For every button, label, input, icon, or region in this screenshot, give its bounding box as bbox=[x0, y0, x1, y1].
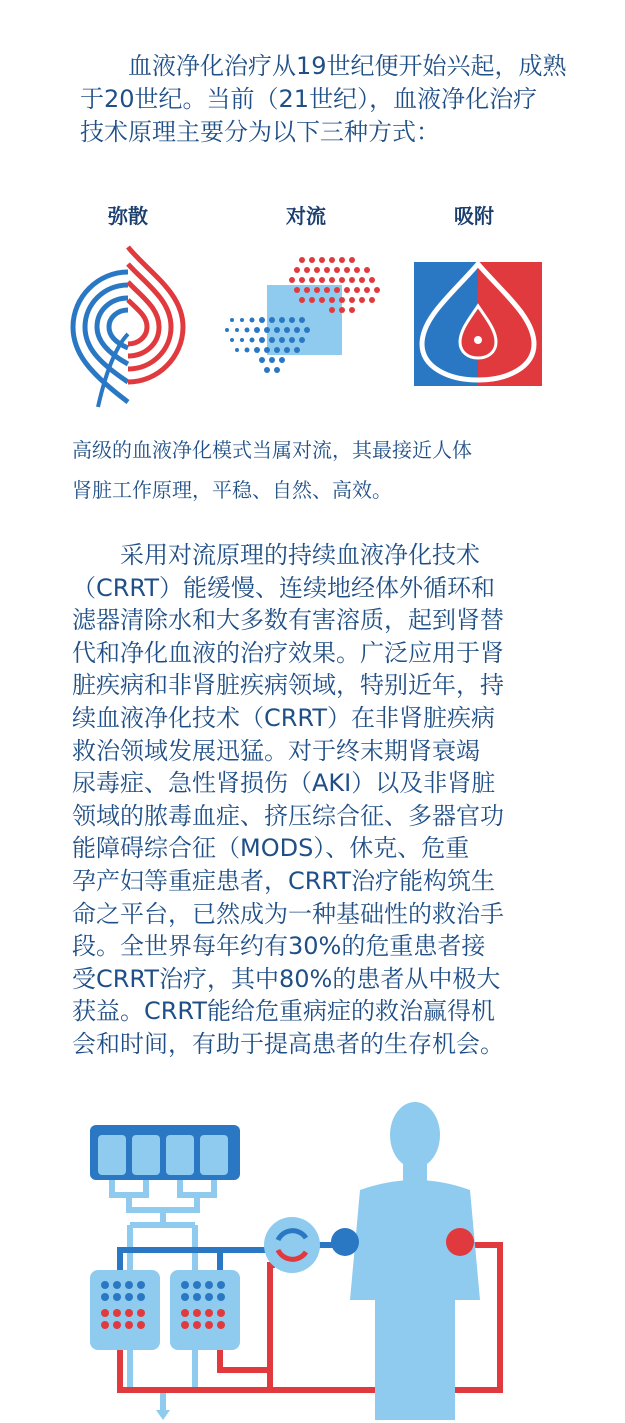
body-line: 段。全世界每年约有30%的危重患者接 bbox=[72, 932, 486, 961]
highlight-paragraph bbox=[72, 430, 592, 510]
body-line: 会和时间，有助于提高患者的生存机会。 bbox=[72, 1029, 504, 1058]
crrt-paragraph bbox=[72, 539, 582, 1061]
body-line: 命之平台，已然成为一种基础性的救治手 bbox=[72, 899, 504, 928]
crrt-circuit-illustration bbox=[60, 1100, 550, 1420]
highlight-line: 高级的血液净化模式当属对流，其最接近人体 bbox=[72, 438, 472, 462]
intro-line: 血液净化治疗从19世纪便开始兴起，成熟 bbox=[128, 52, 567, 80]
body-line: 滤器清除水和大多数有害溶质，起到肾替 bbox=[72, 606, 504, 635]
adsorption-icon bbox=[414, 262, 542, 386]
intro-line: 技术原理主要分为以下三种方式： bbox=[80, 118, 440, 146]
body-line: 领域的脓毒血症、挤压综合征、多器官功 bbox=[72, 801, 504, 830]
body-line: 能障碍综合征（MODS）、休克、危重 bbox=[72, 834, 470, 863]
method-label-convection: 对流 bbox=[286, 204, 326, 228]
diffusion-icon bbox=[68, 242, 188, 412]
body-line: 代和净化血液的治疗效果。广泛应用于肾 bbox=[72, 638, 504, 667]
highlight-line: 肾脏工作原理，平稳、自然、高效。 bbox=[72, 478, 392, 502]
body-line: 尿毒症、急性肾损伤（AKI）以及非肾脏 bbox=[72, 769, 496, 798]
method-label-diffusion: 弥散 bbox=[108, 204, 148, 228]
body-line: 救治领域发展迅猛。对于终末期肾衰竭 bbox=[72, 736, 480, 765]
body-line: 采用对流原理的持续血液净化技术 bbox=[72, 541, 480, 569]
body-line: 获益。CRRT能给危重病症的救治赢得机 bbox=[72, 997, 496, 1026]
body-line: 孕产妇等重症患者，CRRT治疗能构筑生 bbox=[72, 866, 496, 895]
body-line: （CRRT）能缓慢、连续地经体外循环和 bbox=[72, 573, 496, 602]
intro-line: 于20世纪。当前（21世纪），血液净化治疗 bbox=[80, 85, 538, 113]
intro-paragraph bbox=[80, 50, 580, 149]
method-label-adsorption: 吸附 bbox=[454, 204, 494, 228]
body-line: 续血液净化技术（CRRT）在非肾脏疾病 bbox=[72, 703, 496, 732]
convection-icon bbox=[222, 250, 392, 380]
body-line: 脏疾病和非肾脏疾病领域，特别近年，持 bbox=[72, 671, 504, 700]
body-line: 受CRRT治疗，其中80%的患者从中极大 bbox=[72, 964, 501, 993]
